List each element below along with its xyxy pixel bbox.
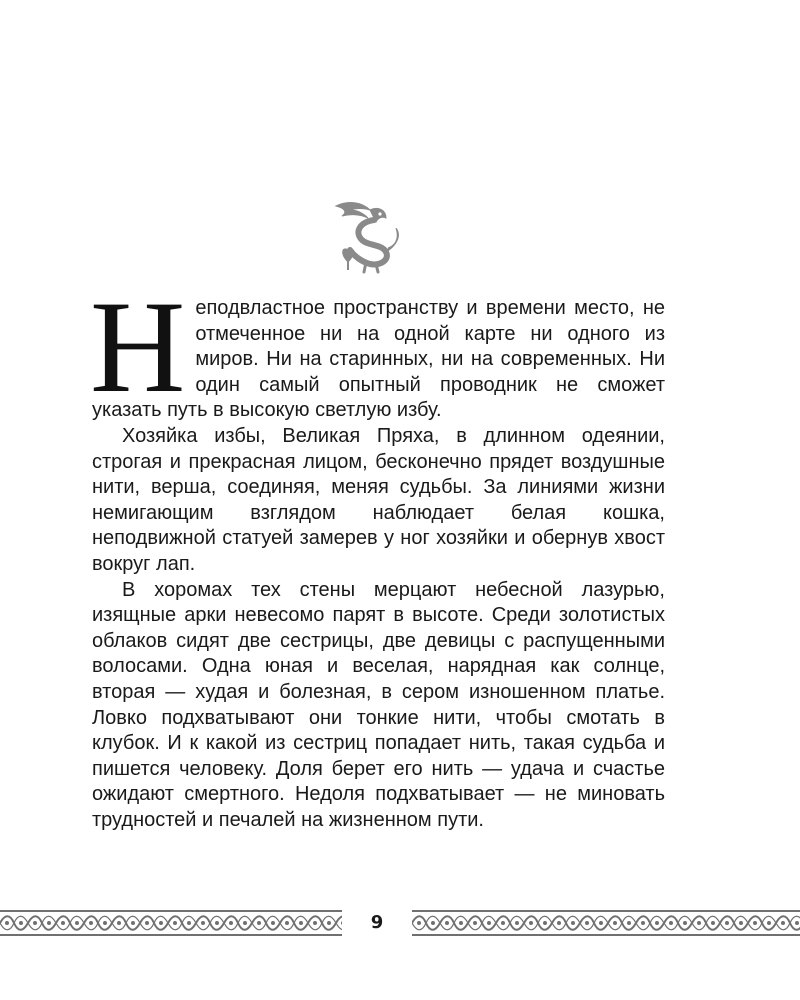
ornamental-border-left-icon bbox=[0, 910, 342, 936]
drop-cap: Н bbox=[90, 273, 186, 420]
paragraph-3: В хоромах тех стены мерцают небесной лазурью, изящные арки невесомо парят в высоте. Среди золотистых облаков сидят две сестрицы, две девицы с распущенными волосами. Одна юная и веселая, нарядная как солнце, вторая — худая и болезная, в сером изношенном платье. Ловко подхватывают они тонкие нити, чтобы смотать в клубок. И к какой из сестриц попадает нить, такая судьба и пишется человеку. Доля берет его нить — удача и счастье ожидают смертного. Недоля подхватывает — не миновать трудностей и печалей на жизненном пути. bbox=[92, 578, 665, 831]
page-number: 9 bbox=[370, 912, 384, 933]
paragraph-2: Хозяйка избы, Великая Пряха, в длинном одеянии, строгая и прекрасная лицом, бесконечно прядет воздушные нити, верша, соединяя, меняя судьбы. За линиями жизни немигающим взглядом наблюдает белая кошка, неподвижной статуей замерев у ног хозяйки и обернув хвост вокруг лап. bbox=[92, 424, 665, 575]
paragraph-1 bbox=[90, 273, 665, 424]
chapter-text bbox=[90, 273, 665, 833]
dragon-ornament-icon bbox=[330, 196, 410, 276]
paragraph-1-text: еподвластное пространству и времени место, не отмеченное ни на одной карте ни одного из миров. Ни на старинных, ни на современных. Ни один самый опытный проводник не сможет указать путь в высокую светлую избу. bbox=[92, 297, 665, 422]
page-footer bbox=[0, 906, 800, 940]
ornamental-border-right-icon bbox=[412, 910, 800, 936]
